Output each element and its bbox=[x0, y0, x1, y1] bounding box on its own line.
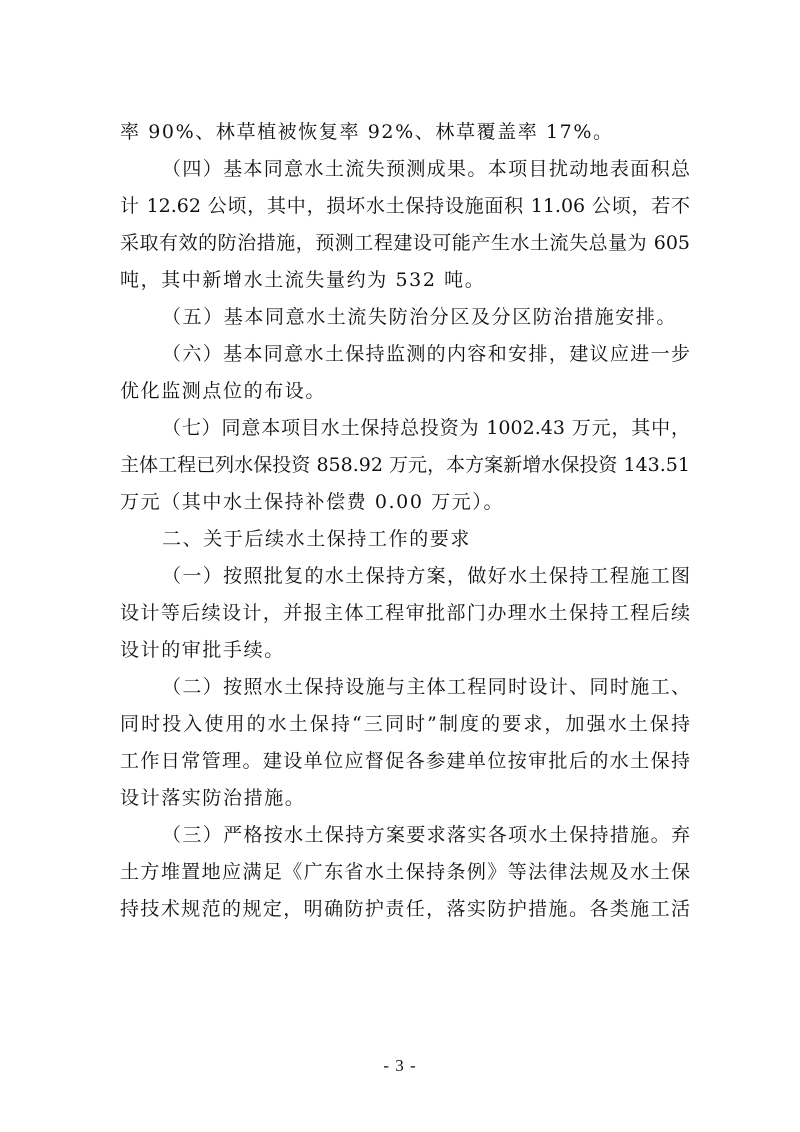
text-line: 设计的审批手续。 bbox=[120, 639, 285, 661]
body-text bbox=[120, 114, 690, 928]
text-line: 主体工程已列水保投资 858.92 万元，本方案新增水保投资 143.51 bbox=[120, 454, 690, 476]
text-line: 设计落实防治措施。 bbox=[120, 787, 306, 809]
text-line: （二）按照水土保持设施与主体工程同时设计、同时施工、 bbox=[162, 676, 690, 698]
text-line: （四）基本同意水土流失预测成果。本项目扰动地表面积总 bbox=[162, 158, 690, 180]
text-line: 持技术规范的规定，明确防护责任，落实防护措施。各类施工活 bbox=[120, 898, 690, 920]
text-line: （一）按照批复的水土保持方案，做好水土保持工程施工图 bbox=[162, 565, 690, 587]
text-line: 采取有效的防治措施，预测工程建设可能产生水土流失总量为 605 bbox=[120, 232, 690, 254]
text-line: （五）基本同意水土流失防治分区及分区防治措施安排。 bbox=[162, 306, 678, 328]
text-line: （七）同意本项目水土保持总投资为 1002.43 万元，其中， bbox=[162, 417, 690, 439]
text-line: 土方堆置地应满足《广东省水土保持条例》等法律法规及水土保 bbox=[120, 861, 690, 883]
text-line: 万元（其中水土保持补偿费 0.00 万元）。 bbox=[120, 491, 505, 513]
section-heading: 二、关于后续水土保持工作的要求 bbox=[162, 528, 472, 550]
text-line: 工作日常管理。建设单位应督促各参建单位按审批后的水土保持 bbox=[120, 750, 690, 772]
text-line: 同时投入使用的水土保持“三同时”制度的要求，加强水土保持 bbox=[120, 713, 690, 735]
text-line: （三）严格按水土保持方案要求落实各项水土保持措施。弃 bbox=[162, 824, 690, 846]
text-line: 优化监测点位的布设。 bbox=[120, 380, 327, 402]
text-line: （六）基本同意水土保持监测的内容和安排，建议应进一步 bbox=[162, 343, 690, 365]
text-line: 设计等后续设计，并报主体工程审批部门办理水土保持工程后续 bbox=[120, 602, 690, 624]
text-line: 率 90%、林草植被恢复率 92%、林草覆盖率 17%。 bbox=[120, 121, 614, 143]
text-line: 计 12.62 公顷，其中，损坏水土保持设施面积 11.06 公顷，若不 bbox=[120, 195, 690, 217]
page-number: - 3 - bbox=[383, 1056, 417, 1075]
text-line: 吨，其中新增水土流失量约为 532 吨。 bbox=[120, 269, 486, 291]
